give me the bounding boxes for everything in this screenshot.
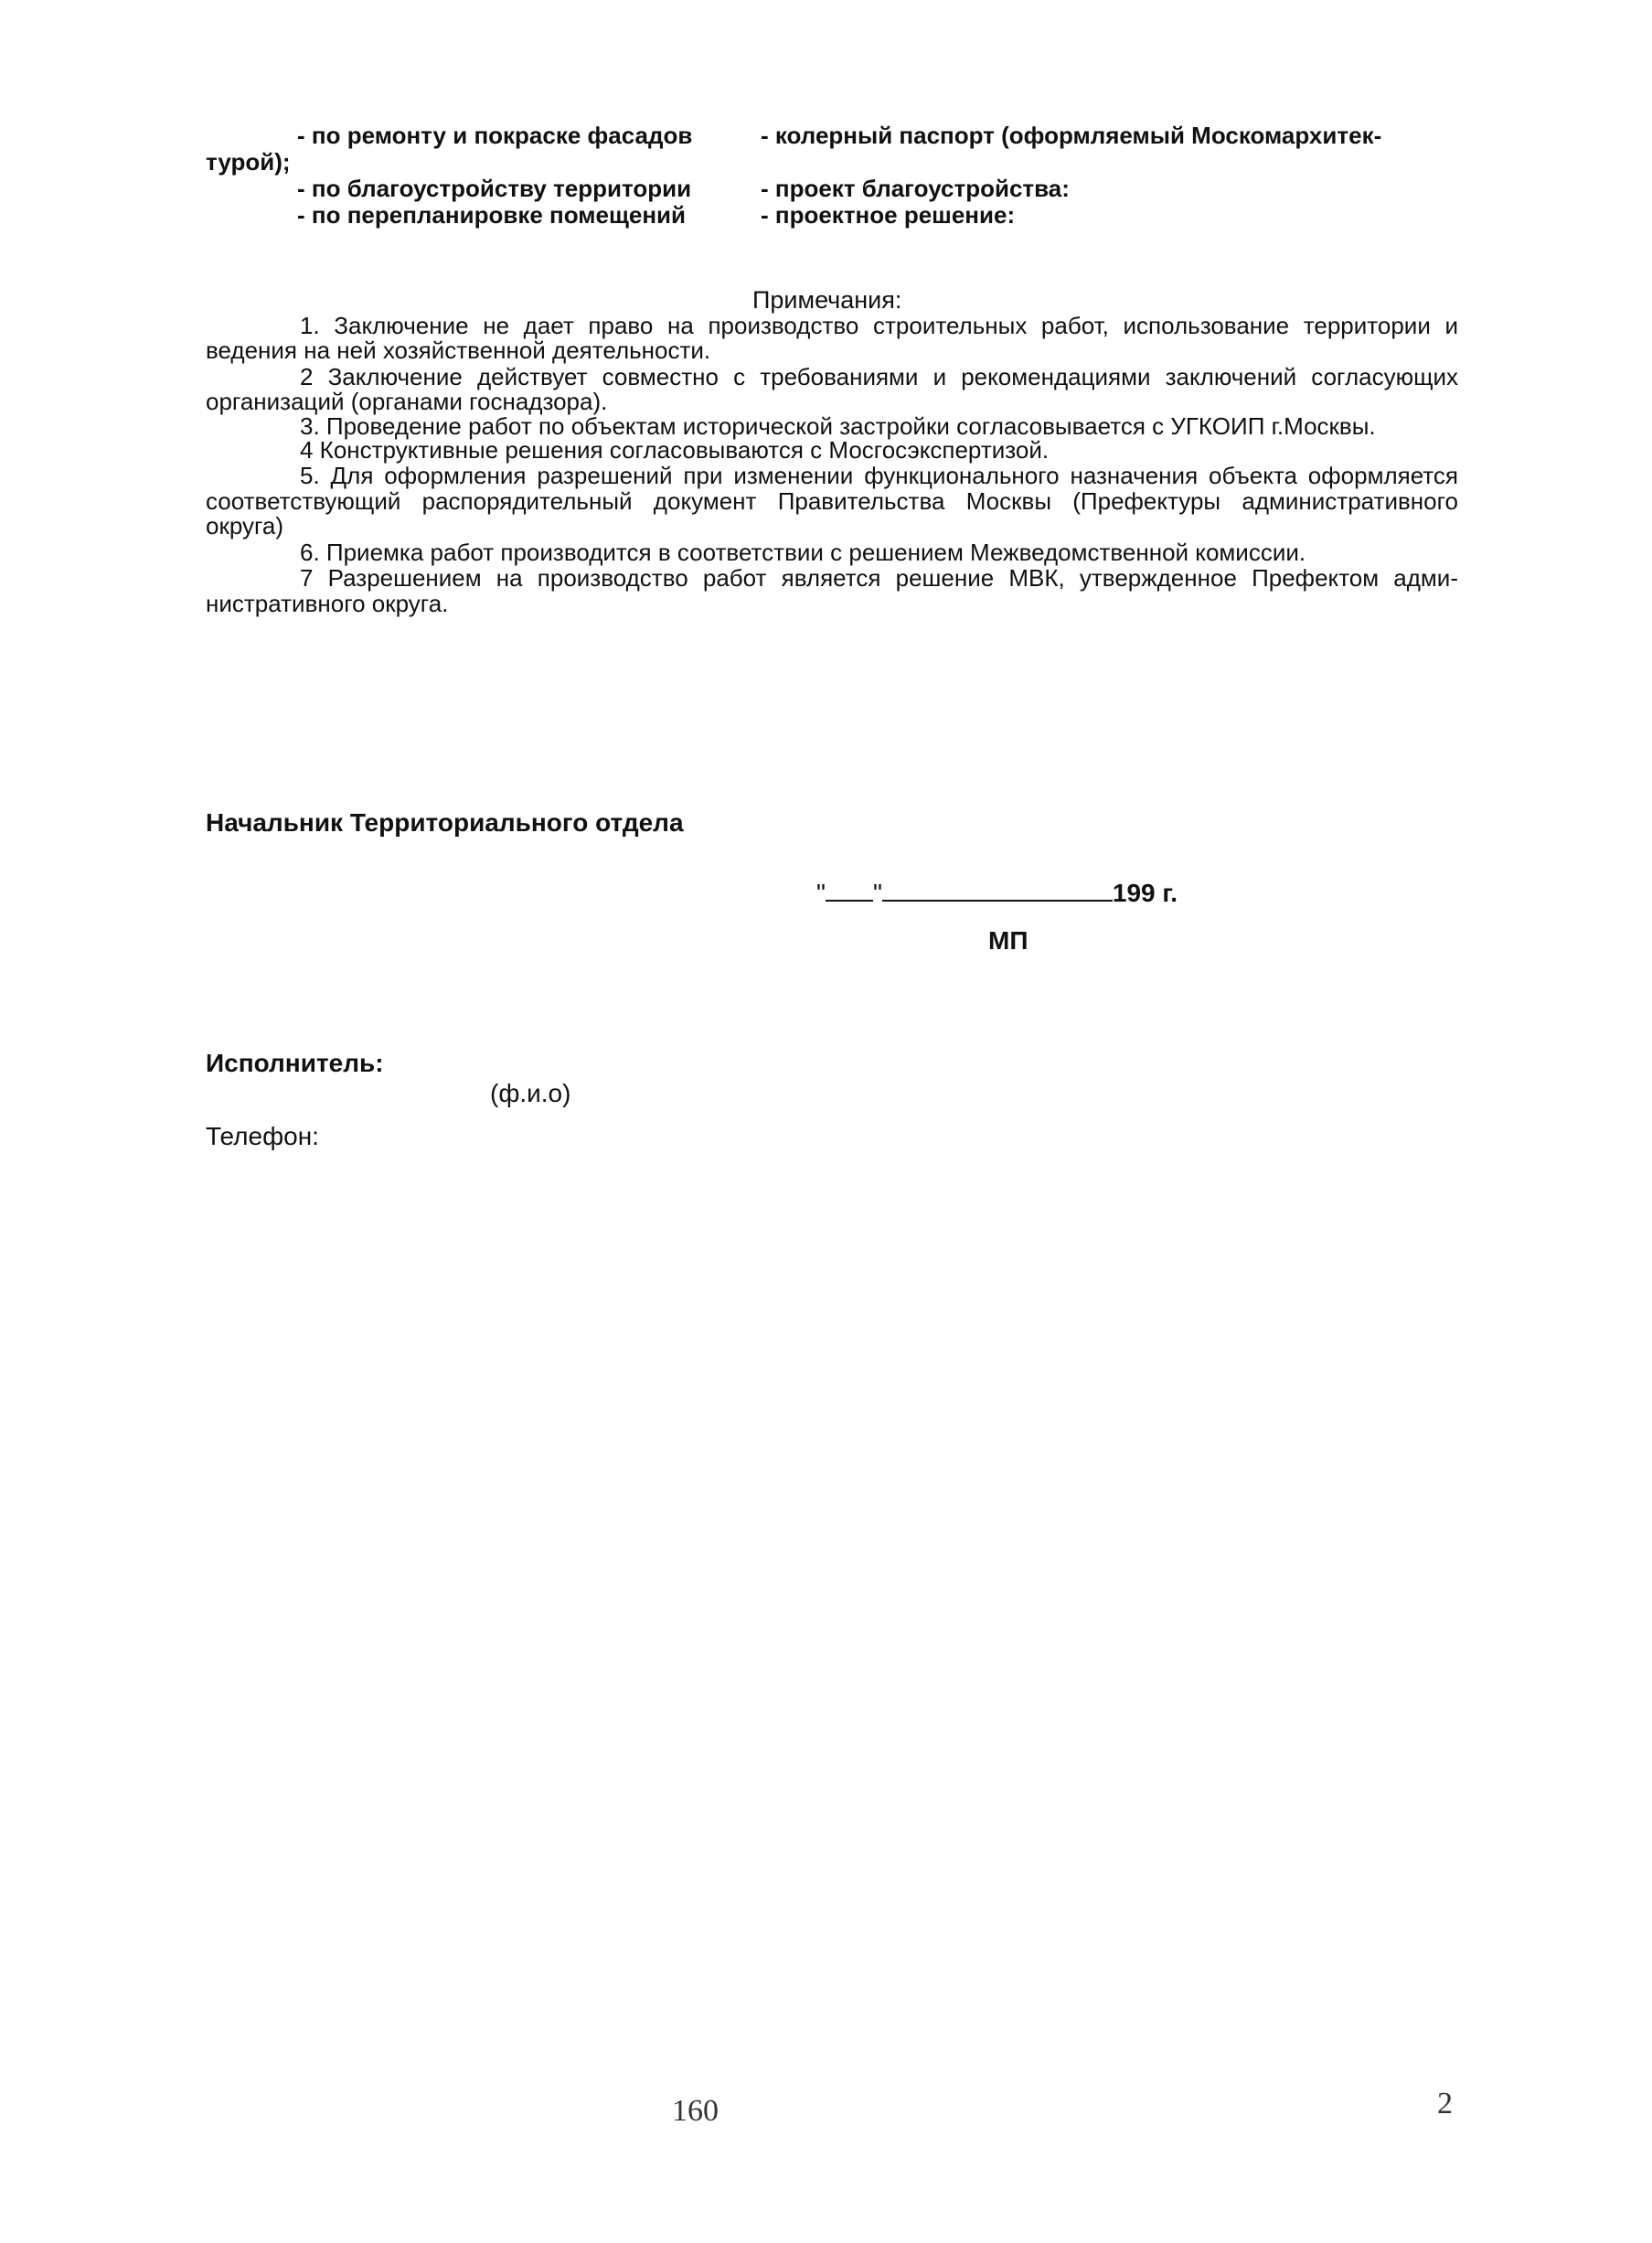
date-close-quote: " [872,879,882,907]
note-5-line-1: 5. Для оформления разрешений при изменении функционального назначения объекта оформляется [300,462,1458,489]
note-1-line-2: ведения на ней хозяйственной деятельности. [206,336,711,364]
item-landscaping: - по благоустройству территории [297,175,692,202]
item-facade-repair: - по ремонту и покраске фасадов [297,122,693,149]
note-5-line-3: округа) [206,512,284,539]
fio-label: (ф.и.о) [490,1079,571,1107]
note-3: 3. Проведение работ по объектам исторической застройки согласовывается с УГКОИП г.Москвы. [300,412,1376,440]
page-number-center: 160 [672,2094,719,2128]
executor-label: Исполнитель: [206,1049,384,1077]
note-1-line-1: 1. Заключение не дает право на производство строительных работ, использование территории и [300,312,1458,339]
note-6: 6. Приемка работ производится в соответствии с решением Межведомственной комиссии. [300,539,1306,566]
date-year: 199 г. [1112,879,1178,907]
head-title: Начальник Территориального отдела [206,808,684,837]
date-line [816,880,1178,907]
note-7-line-1: 7 Разрешением на производство работ является решение МВК, утвержденное Префектом адми- [300,564,1458,592]
date-day-blank [826,880,873,902]
page-number-right: 2 [1437,2087,1453,2120]
item-color-passport: - колерный паспорт (оформляемый Москомархитек- [761,122,1382,149]
note-5-line-2: соответствующий распорядительный документ Правительства Москвы (Префектуры административного [206,487,1458,515]
date-month-blank [882,880,1113,902]
note-2-line-2: организаций (органами госнадзора). [206,388,608,415]
phone-label: Телефон: [206,1122,319,1150]
note-2-line-1: 2 Заключение действует совместно с требованиями и рекомендациями заключений согласующих [300,363,1458,390]
item-color-passport-cont: турой); [206,148,291,176]
item-replanning: - по перепланировке помещений [297,201,687,229]
item-design-decision: - проектное решение: [761,201,1016,229]
item-landscaping-project: - проект благоустройства: [761,175,1070,202]
date-open-quote: " [816,879,826,907]
note-7-line-2: нистративного округа. [206,590,449,617]
notes-heading: Примечания: [752,286,902,314]
note-4: 4 Конструктивные решения согласовываются с Мосгосэкспертизой. [300,436,1050,464]
stamp-label: МП [988,926,1029,955]
